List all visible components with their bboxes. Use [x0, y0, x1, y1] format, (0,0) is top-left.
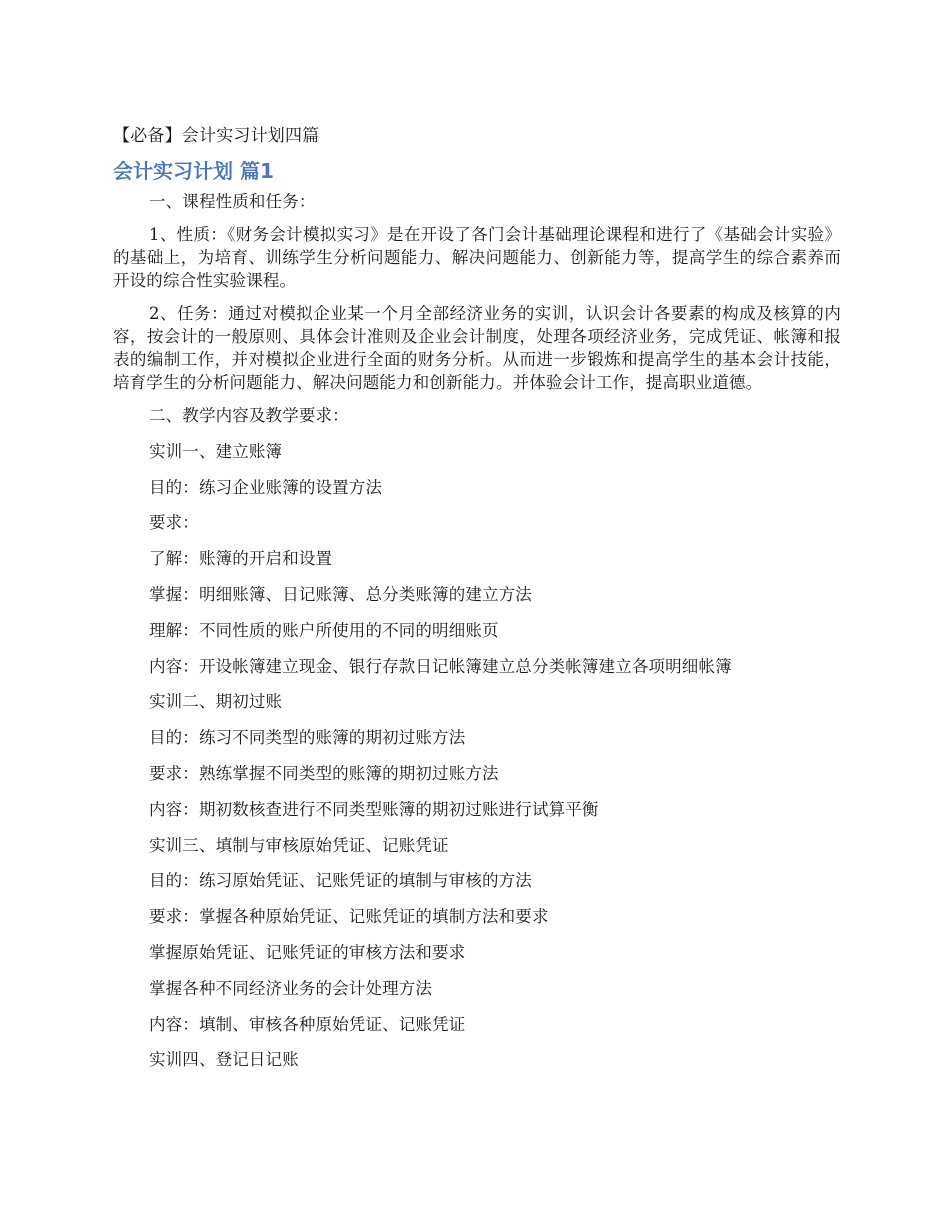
text-line: 二、教学内容及教学要求： [149, 406, 349, 425]
text-line: 掌握原始凭证、记账凭证的审核方法和要求 [149, 942, 466, 962]
text-line: 内容：期初数核查进行不同类型账簿的期初过账进行试算平衡 [149, 799, 599, 819]
section-heading: 会计实习计划 篇1 [113, 159, 274, 183]
text-line: 理解：不同性质的账户所使用的不同的明细账页 [149, 620, 499, 640]
text-line: 实训二、期初过账 [149, 692, 283, 712]
text-line: 要求： [149, 513, 199, 533]
text-line: 掌握：明细账簿、日记账簿、总分类账簿的建立方法 [149, 584, 532, 604]
text-line: 实训四、登记日记账 [149, 1050, 299, 1070]
text-line: 内容：填制、审核各种原始凭证、记账凭证 [149, 1014, 466, 1034]
text-line: 要求：掌握各种原始凭证、记账凭证的填制方法和要求 [149, 907, 549, 927]
document-body [113, 122, 841, 1084]
paragraph-task: 2、任务：通过对模拟企业某一个月全部经济业务的实训，认识会计各要素的构成及核算的内容，按会计的一般原则、具体会计准则及企业会计制度，处理各项经济业务，完成凭证、帐簿和报表的编制工作，并对模拟企业进行全面的财务分析。从而进一步锻炼和提高学生的基本会计技能，培育学生的分析问题能力、解决问题能力和创新能力。并体验会计工作，提高职业道德。 [113, 304, 841, 392]
document-title: 【必备】会计实习计划四篇 [113, 126, 320, 146]
text-line: 实训一、建立账簿 [149, 441, 283, 461]
text-line: 目的：练习不同类型的账簿的期初过账方法 [149, 728, 466, 748]
paragraph-nature: 1、性质：《财务会计模拟实习》是在开设了各门会计基础理论课程和进行了《基础会计实验》的基础上，为培育、训练学生分析问题能力、解决问题能力、创新能力等，提高学生的综合素养而开设的综合性实验课程。 [113, 225, 841, 290]
paragraph-course-nature: 一、课程性质和任务： [149, 192, 316, 211]
text-line: 目的：练习企业账簿的设置方法 [149, 477, 383, 497]
text-line: 实训三、填制与审核原始凭证、记账凭证 [149, 835, 449, 855]
text-line: 了解：账簿的开启和设置 [149, 549, 333, 569]
text-line: 掌握各种不同经济业务的会计处理方法 [149, 978, 433, 998]
text-line: 目的：练习原始凭证、记账凭证的填制与审核的方法 [149, 871, 532, 891]
text-line: 内容：开设帐簿建立现金、银行存款日记帐簿建立总分类帐簿建立各项明细帐簿 [149, 656, 732, 676]
text-line: 要求：熟练掌握不同类型的账簿的期初过账方法 [149, 763, 499, 783]
